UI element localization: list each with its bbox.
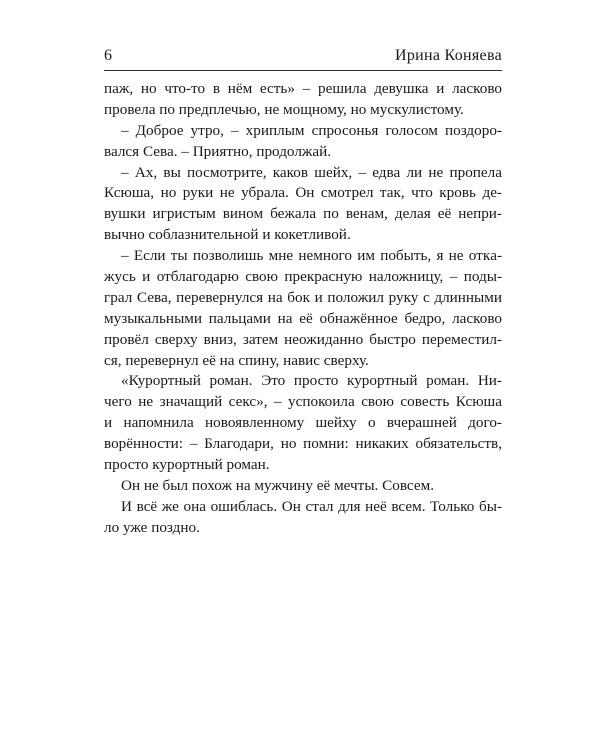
text-line: просто курортный роман. (104, 456, 270, 474)
body-text (104, 79, 502, 539)
text-line: и напомнила новоявленному шейху о вчерашней дого- (104, 414, 502, 432)
text-line: музыкальными пальцами на её обнажённое бедро, ласково (104, 309, 502, 327)
text-line: И всё же она ошиблась. Он стал для неё всем. Только бы- (121, 497, 502, 515)
text-line: – Доброе утро, – хриплым спросонья голосом поздоро- (121, 121, 502, 139)
running-head (104, 44, 502, 68)
text-line: вычно соблазнительной и кокетливой. (104, 226, 351, 244)
text-line: грал Сева, перевернулся на бок и положил руку с длинными (104, 288, 502, 306)
text-line: провёл сверху вниз, затем неожиданно быстро переместил- (104, 330, 502, 348)
text-line: Ксюша, но руки не убрала. Он смотрел так, что кровь де- (104, 184, 502, 202)
running-head-author: Ирина Коняева (394, 47, 502, 64)
text-line: – Ах, вы посмотрите, каков шейх, – едва ли не пропела (121, 163, 502, 181)
text-line: вушки игристым вином бежала по венам, делая её непри- (104, 205, 502, 223)
header-rule (104, 70, 502, 71)
text-line: вался Сева. – Приятно, продолжай. (104, 142, 332, 160)
text-line: Он не был похож на мужчину её мечты. Совсем. (121, 476, 435, 494)
text-line: ло уже поздно. (104, 518, 200, 536)
page-number: 6 (104, 47, 112, 64)
text-line: «Курортный роман. Это просто курортный роман. Ни- (121, 372, 502, 390)
text-line: чего не значащий секс», – успокоила свою совесть Ксюша (104, 393, 502, 411)
text-line: паж, но что-то в нём есть» – решила девушка и ласково (104, 80, 502, 97)
text-line: ворённости: – Благодари, но помни: никаких обязательств, (104, 435, 502, 453)
text-line: жусь и отблагодарю свою прекрасную наложницу, – поды- (104, 268, 502, 286)
text-line: ся, перевернул её на спину, навис сверху. (104, 351, 369, 369)
text-line: провела по предплечью, не мощному, но мускулистому. (104, 100, 464, 118)
text-line: – Если ты позволишь мне немного им побыть, я не откa- (121, 247, 502, 265)
